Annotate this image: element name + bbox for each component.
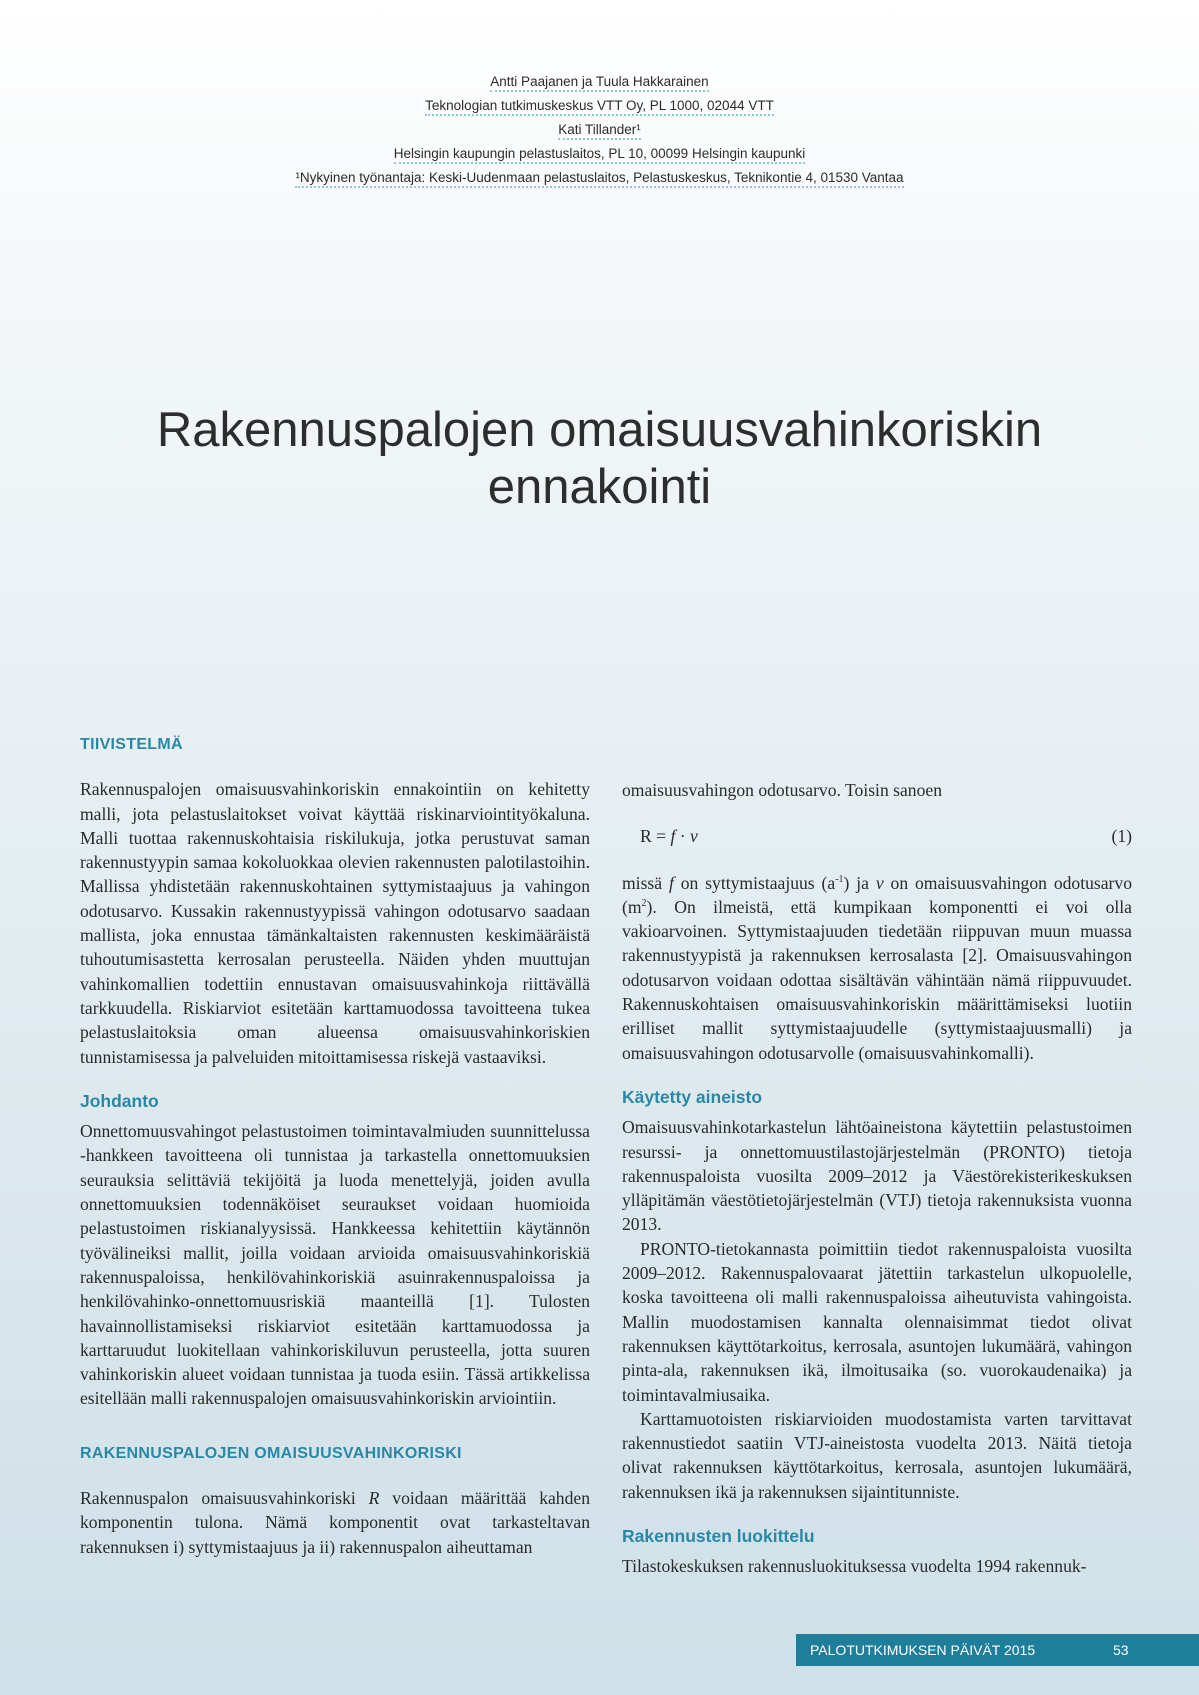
equation-body <box>640 824 698 848</box>
title-line-1: Rakennuspalojen omaisuusvahinkoriskin <box>156 403 1043 457</box>
data-paragraph-2: PRONTO-tietokannasta poimittiin tiedot rakennuspaloista vuosilta 2009–2012. Rakennuspalovaarat jätettiin tarkastelun ulkopuolelle, koska tavoitteena oli malli rakennuspaloissa aiheutuvista vahingoista. Mallin muodostamisen kannalta olennaisimmat tiedot olivat rakennuksen käyttötarkoitus, kerrosala, asuntojen lukumäärä, vahingon pinta-ala, rakennuksen ikä, ilmoitusaika (so. vuorokaudenaika) ja toimintavalmiusaika. <box>622 1238 1132 1405</box>
classification-text: Tilastokeskuksen rakennusluokituksessa vuodelta 1994 rakennuk- <box>622 1556 1087 1577</box>
risk-section-heading: RAKENNUSPALOJEN OMAISUUSVAHINKORISKI <box>80 1444 462 1462</box>
equation-v: v <box>690 826 698 847</box>
def-part-2: on syttymistaajuus (a <box>673 872 836 893</box>
abstract-heading: TIIVISTELMÄ <box>80 736 183 753</box>
abstract-text: Rakennuspalojen omaisuusvahinkoriskin ennakointiin on kehitetty malli, jota pelastuslaitokset voivat käyttää riskinarviointityökaluna. Malli tuottaa rakennuskohtaisia riskilukuja, jotka perustuvat saman rakennustyypin samaa kokoluokkaa olevien rakennusten palotilastoihin. Mallissa yhdistetään rakennuskohtainen syttymistaajuus ja vahingon odotusarvo. Kussakin rakennustyypissä vahingon odotusarvo saadaan mallista, joka ennustaa tämänkaltaisten rakennusten keskimääräistä tuhoutumisastetta kerrosalan perusteella. Näiden yhden muuttujan vahinkomallien todettiin ennustavan omaisuusvahinkoja riittävällä tarkkuudella. Riskiarviot esitetään karttamuodossa tavoitteena tukea pelastuslaitoksia oman alueensa omaisuusvahinkoriskien tunnistamisessa ja palveluiden mitoittamisessa riskejä vastaaviksi. <box>80 779 590 1067</box>
author-affiliation: Teknologian tutkimuskeskus VTT Oy, PL 1000, 02044 VTT <box>425 98 774 116</box>
def-sup-2: 2 <box>641 898 647 910</box>
def-part-5: ). On ilmeistä, että kumpikaan komponentti ei voi olla vakioarvoinen. Syttymistaajuuden tiedetään riippuvan muun muassa rakennustyypistä ja rakennuksen kerrosalasta [2]. Omaisuusvahingon odotusarvon voidaan odottaa sisältävän vähintään nämä riippuvuudet. Rakennuskohtaisen omaisuusvahinkoriskin määrittämiseksi luotiin erilliset mallit syttymistaajuudelle (syttymistaajuusmalli) ja omaisuusvahingon odotusarvolle (omaisuusvahinkomalli). <box>622 896 1132 1063</box>
def-f: f <box>668 872 674 893</box>
author-block <box>0 70 1199 190</box>
definitions-text <box>622 871 1132 1065</box>
equation-dot: · <box>675 826 691 847</box>
def-part-3: ) ja <box>843 872 876 893</box>
risk-variable: R <box>368 1488 380 1509</box>
author-names: Antti Paajanen ja Tuula Hakkarainen <box>490 74 708 92</box>
classification-heading: Rakennusten luokittelu <box>622 1526 815 1547</box>
left-column <box>80 735 590 1559</box>
data-paragraph-1: Omaisuusvahinkotarkastelun lähtöaineistona käytettiin pelastustoimen resurssi- ja onnettomuustilastojärjestelmän (PRONTO) tietoja rakennuspaloista vuosilta 2009–2012 ja Väestörekisterikeskuksen ylläpitämän väestötietojärjestelmän (VTJ) tietoja rakennuksista vuonna 2013. <box>622 1117 1132 1235</box>
risk-text-post: voidaan määrittää kahden komponentin tulona. Nämä komponentit ovat tarkasteltavan rakennuksen i) syttymistaajuus ja ii) rakennuspalon aiheuttaman <box>80 1488 591 1557</box>
continuation-text: omaisuusvahingon odotusarvo. Toisin sanoen <box>622 780 942 800</box>
risk-text-pre: Rakennuspalon omaisuusvahinkoriski <box>80 1488 369 1509</box>
equation-f: f <box>670 826 676 847</box>
equation-number: (1) <box>1111 826 1132 847</box>
def-sup-1: -1 <box>835 873 844 885</box>
right-column <box>622 778 1132 1579</box>
def-part-1: missä <box>622 872 669 893</box>
author-name-2: Kati Tillander¹ <box>558 122 641 140</box>
paper-title <box>60 402 1139 516</box>
title-line-2: ennakointi <box>487 460 712 514</box>
data-heading: Käytetty aineisto <box>622 1086 763 1107</box>
equation-1 <box>622 824 1132 848</box>
footer-title: PALOTUTKIMUKSEN PÄIVÄT 2015 <box>810 1642 1036 1658</box>
equation-lhs: R = <box>640 826 671 847</box>
footer-bar <box>796 1634 1199 1666</box>
risk-text <box>80 1486 590 1559</box>
author-affiliation-2: Helsingin kaupungin pelastuslaitos, PL 10, 00099 Helsingin kaupunki <box>394 146 806 164</box>
intro-text: Onnettomuusvahingot pelastustoimen toimintavalmiuden suunnittelussa -hankkeen tavoitteena oli tunnistaa ja tarkastella onnettomuuksien seurauksia selittäviä tekijöitä ja luoda menettelyjä, joiden avulla onnettomuuksien todennäköiset seuraukset voidaan huomioida pelastustoimen riskianalyysissä. Hankkeessa kehitettiin käytännön työvälineiksi mallit, joilla voidaan arvioida omaisuusvahinkoriskiä rakennuspaloissa, henkilövahinkoriskiä asuinrakennuspaloissa ja henkilövahinko-onnettomuusriskiä maanteillä [1]. Tulosten havainnollistamiseksi riskiarviot esitetään karttamuodossa ja karttaruudut luokitellaan vahinkoriskiluvun perusteella, jotta suuren vahinkoriskin alueet voidaan tunnistaa ja tuoda esiin. Tässä artikkelissa esitellään malli rakennuspalojen omaisuusvahinkoriskin arviointiin. <box>80 1121 590 1409</box>
intro-heading: Johdanto <box>80 1090 159 1111</box>
def-part-4: on omaisuusvahingon odotusarvo (m <box>622 872 1133 917</box>
author-footnote: ¹Nykyinen työnantaja: Keski-Uudenmaan pelastuslaitos, Pelastuskeskus, Teknikontie 4, 01530 Vantaa <box>295 170 903 188</box>
data-paragraph-3: Karttamuotoisten riskiarvioiden muodostamista varten tarvittavat rakennustiedot saatiin VTJ-aineistosta vuodelta 2013. Näitä tietoja olivat rakennuksen käyttötarkoitus, kerrosala, asuntojen lukumäärä, rakennuksen ikä ja rakennuksen sijaintitunniste. <box>622 1408 1132 1502</box>
def-v: v <box>875 872 884 893</box>
page-number: 53 <box>1113 1642 1129 1658</box>
